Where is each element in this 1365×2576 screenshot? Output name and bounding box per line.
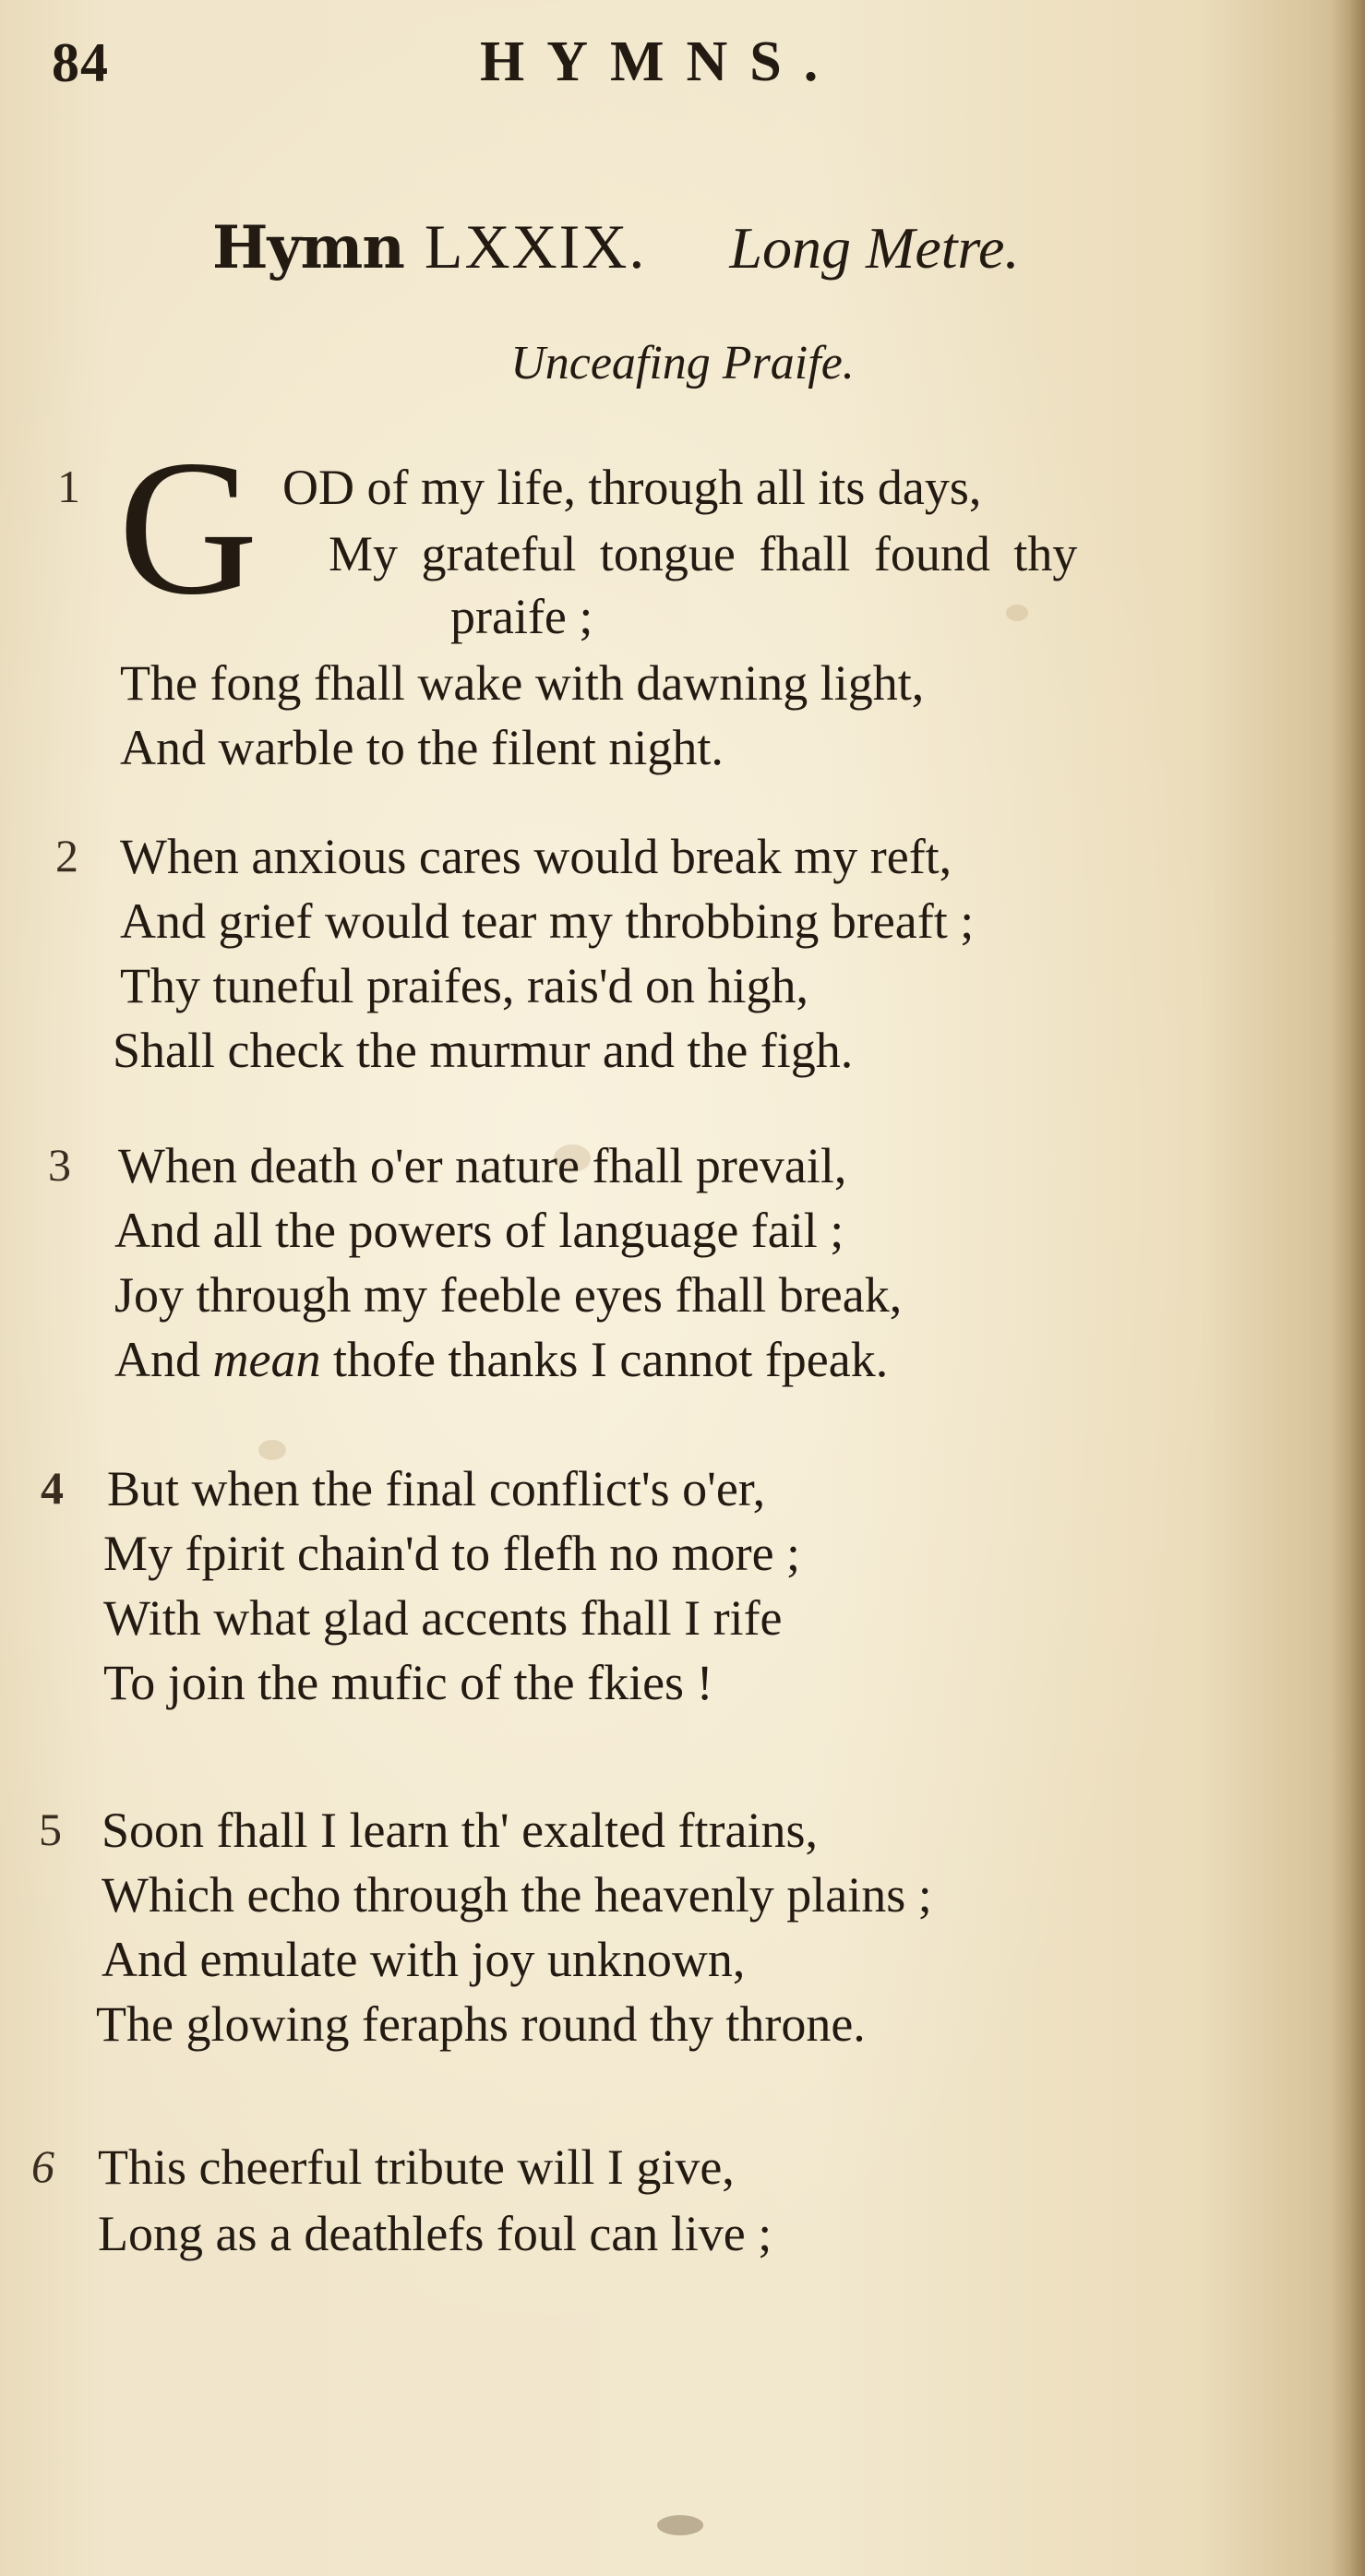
running-title: HYMNS. — [480, 30, 841, 93]
stanza-number: 4 — [41, 1462, 64, 1514]
verse-line: And grief would tear my throbbing breaft ; — [120, 893, 975, 949]
stanza-number: 3 — [48, 1139, 71, 1191]
italic-word: mean — [212, 1332, 321, 1387]
hymn-word: Hymn — [212, 213, 404, 282]
verse-line-with-italic — [114, 1324, 888, 1395]
running-head — [0, 28, 1365, 92]
hymn-title — [212, 210, 1227, 284]
verse-line: My grateful tongue fhall found thy — [329, 526, 1078, 581]
verse-line: And all the powers of language fail ; — [114, 1203, 844, 1258]
verse-line: The glowing feraphs round thy throne. — [96, 1996, 866, 2052]
verse-line: My fpirit chain'd to flefh no more ; — [103, 1526, 801, 1581]
verse-line: Shall check the murmur and the figh. — [113, 1023, 854, 1078]
stanza-number: 6 — [31, 2140, 54, 2192]
hymn-metre: Long Metre. — [729, 215, 1020, 281]
verse-line: And warble to the filent night. — [120, 720, 724, 775]
verse-line: praife ; — [450, 589, 593, 644]
verse-line: The fong fhall wake with dawning light, — [120, 655, 925, 711]
verse-word: And — [114, 1332, 200, 1387]
verse-line: To join the mufic of the fkies ! — [103, 1655, 713, 1710]
verse-line: Joy through my feeble eyes fhall break, — [114, 1267, 903, 1323]
verse-line: This cheerful tribute will I give, — [98, 2139, 735, 2195]
verse-line: Soon fhall I learn th' exalted ftrains, — [102, 1803, 818, 1858]
hymn-subtitle: Unceafing Praife. — [510, 337, 855, 389]
verse-line: When anxious cares would break my reft, — [120, 829, 952, 884]
hymn-number: LXXIX. — [424, 211, 647, 282]
verse-line: When death o'er nature fhall prevail, — [118, 1138, 847, 1193]
verse-line: With what glad accents fhall I rife — [103, 1590, 783, 1646]
ink-smudge — [657, 2515, 703, 2535]
verse-line: Long as a deathlefs foul can live ; — [98, 2206, 772, 2261]
verse-line: And emulate with joy unknown, — [102, 1932, 746, 1987]
verse-line: Thy tuneful praifes, rais'd on high, — [120, 958, 809, 1013]
verse-line: But when the final conflict's o'er, — [107, 1461, 766, 1516]
verse-line: OD of my life, through all its days, — [282, 460, 982, 515]
page-number: 84 — [52, 32, 109, 93]
stanza-number: 1 — [57, 461, 80, 512]
stanza-number: 2 — [55, 830, 78, 881]
verse-line-remainder: thofe thanks I cannot fpeak. — [332, 1332, 889, 1387]
stanza-number: 5 — [39, 1803, 62, 1855]
paper-stain — [1006, 605, 1028, 621]
drop-cap: G — [118, 421, 258, 635]
verse-line: Which echo through the heavenly plains ; — [102, 1867, 932, 1923]
